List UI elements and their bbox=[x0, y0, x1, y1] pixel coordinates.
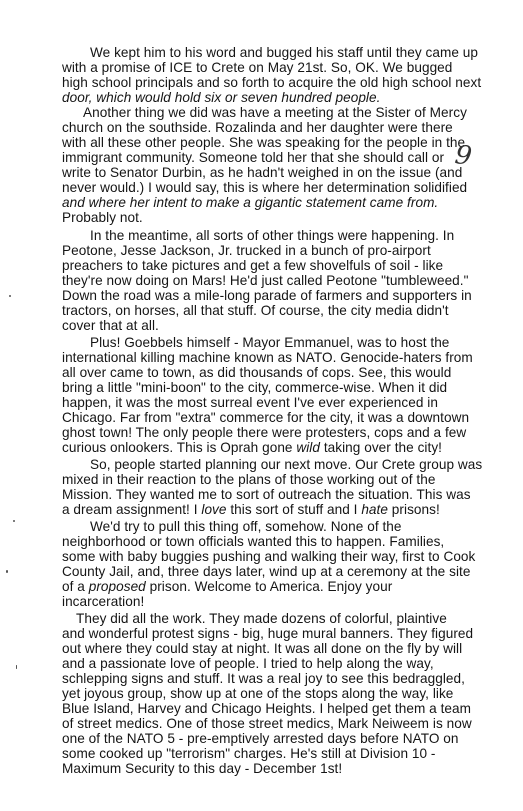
text-line: write to Senator Durbin, as he hadn't weighed in on the issue (and bbox=[62, 165, 463, 180]
handwritten-page-number: 9 bbox=[452, 139, 474, 173]
text-line: schlepping signs and stuff. It was a real joy to see this bedraggled, bbox=[62, 671, 465, 686]
text-line: tractors, on horses, all that stuff. Of course, the city media didn't bbox=[62, 303, 449, 318]
text-line: one of the NATO 5 - pre-emptively arrested days before NATO on bbox=[62, 731, 459, 746]
text-line: neighborhood or town officials wanted this to happen. Families, bbox=[62, 534, 445, 549]
scan-speck bbox=[9, 295, 11, 297]
text-line: a dream assignment! I love this sort of stuff and I hate prisons! bbox=[62, 502, 440, 517]
text-line: with all these other people. She was speaking for the people in the bbox=[62, 135, 466, 150]
text-line: of street medics. One of those street medics, Mark Neiweem is now bbox=[62, 716, 472, 731]
scan-speck bbox=[16, 665, 17, 669]
text-line: We'd try to pull this thing off, somehow. None of the bbox=[90, 519, 402, 534]
text-line: Probably not. bbox=[62, 210, 143, 225]
text-line: and where her intent to make a gigantic statement came from. bbox=[62, 195, 439, 210]
text-line: happen, it was the most surreal event I've ever experienced in bbox=[62, 395, 438, 410]
text-line: mixed in their reaction to the plans of those working out of the bbox=[62, 472, 436, 487]
text-line: In the meantime, all sorts of other things were happening. In bbox=[90, 228, 455, 243]
text-line: Chicago. Far from "extra" commerce for the city, it was a downtown bbox=[62, 410, 470, 425]
text-line: Another thing we did was have a meeting at the Sister of Mercy bbox=[83, 105, 467, 120]
text-line: and a passionate love of people. I tried to help along the way, bbox=[62, 656, 434, 671]
text-line: all over came to town, as did thousands of cops. See, this would bbox=[62, 365, 452, 380]
text-line: We kept him to his word and bugged his staff until they came up bbox=[90, 45, 479, 60]
text-line: and wonderful protest signs - big, huge mural banners. They figured bbox=[62, 626, 474, 641]
text-line: church on the southside. Rozalinda and her daughter were there bbox=[62, 120, 453, 135]
text-line: never would.) I would say, this is where her determination solidified bbox=[62, 180, 468, 195]
text-line: they're now doing on Mars! He'd just called Peotone "tumbleweed." bbox=[62, 273, 469, 288]
text-line: County Jail, and, three days later, wind up at a ceremony at the site bbox=[62, 564, 471, 579]
text-line: yet joyous group, show up at one of the stops along the way, like bbox=[62, 686, 454, 701]
text-line: high school principals and so forth to acquire the old high school next bbox=[62, 75, 482, 90]
text-line: international killing machine known as NATO. Genocide-haters from bbox=[62, 350, 473, 365]
text-line: with a promise of ICE to Crete on May 21st. So, OK. We bugged bbox=[62, 60, 453, 75]
text-line: bring a little "mini-boon" to the city, commerce-wise. When it did bbox=[62, 380, 448, 395]
text-line: curious onlookers. This is Oprah gone wild taking over the city! bbox=[62, 440, 442, 455]
scan-speck bbox=[13, 520, 15, 522]
text-line: Down the road was a mile-long parade of farmers and supporters in bbox=[62, 288, 472, 303]
text-line: ghost town! The only people there were protesters, cops and a few bbox=[62, 425, 467, 440]
text-line: Peotone, Jesse Jackson, Jr. trucked in a bunch of pro-airport bbox=[62, 243, 431, 258]
text-line: some cooked up "terrorism" charges. He's still at Division 10 - bbox=[62, 746, 436, 761]
text-line: cover that at all. bbox=[62, 318, 159, 333]
text-line: Maximum Security to this day - December 1st! bbox=[62, 761, 343, 776]
text-line: door, which would hold six or seven hundred people. bbox=[62, 90, 381, 105]
text-line: They did all the work. They made dozens of colorful, plaintive bbox=[76, 611, 447, 626]
text-line: some with baby buggies pushing and walking their way, first to Cook bbox=[62, 549, 476, 564]
scan-speck bbox=[6, 570, 8, 573]
text-line: Plus! Goebbels himself - Mayor Emmanuel, was to host the bbox=[90, 335, 450, 350]
text-line: incarceration! bbox=[62, 594, 145, 609]
text-line: of a proposed prison. Welcome to America. Enjoy your bbox=[62, 579, 393, 594]
text-line: out where they could stay at night. It was all done on the fly by will bbox=[62, 641, 463, 656]
text-line: Mission. They wanted me to sort of outreach the situation. This was bbox=[62, 487, 471, 502]
text-line: immigrant community. Someone told her that she should call or bbox=[62, 150, 445, 165]
text-line: So, people started planning our next move. Our Crete group was bbox=[90, 457, 483, 472]
text-line: preachers to take pictures and get a few shovelfuls of soil - like bbox=[62, 258, 444, 273]
text-line: Blue Island, Harvey and Chicago Heights. I helped get them a team bbox=[62, 701, 472, 716]
